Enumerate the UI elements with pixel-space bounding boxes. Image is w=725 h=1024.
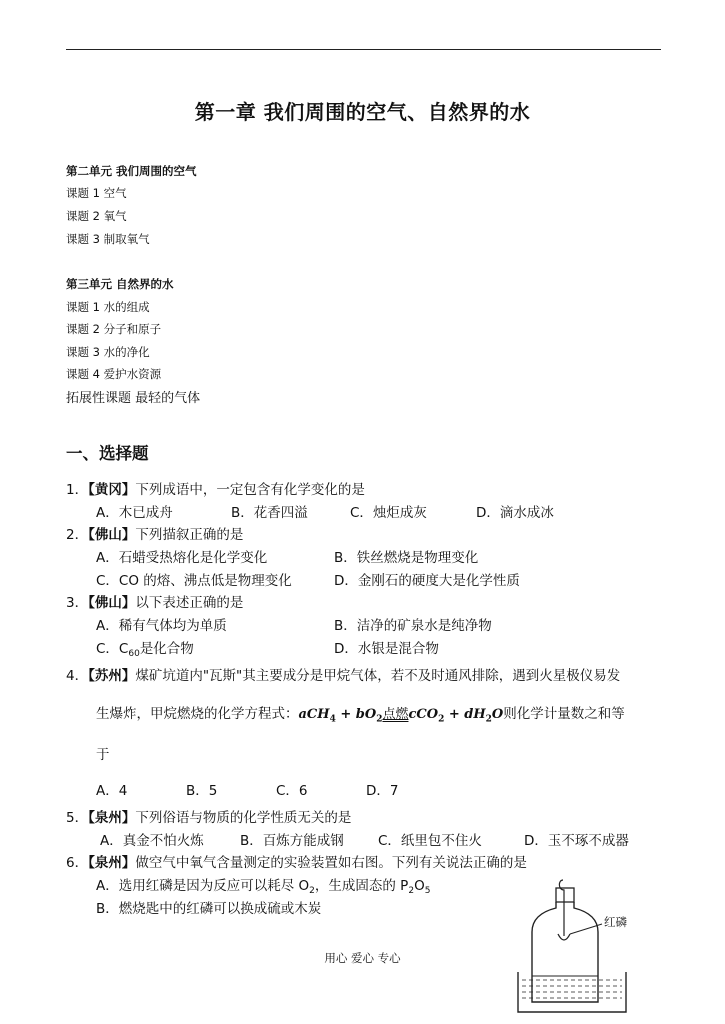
option: A．木已成舟 (96, 505, 173, 521)
option: B．铁丝燃烧是物理变化 (334, 550, 479, 566)
option: D．滴水成冰 (476, 505, 554, 521)
header-rule (66, 49, 661, 50)
option: D．水银是混合物 (334, 641, 439, 657)
lesson-item: 课题 4 爱护水资源 (66, 367, 162, 381)
option: B．百炼方能成钢 (240, 833, 344, 849)
option: C．6 (276, 783, 308, 799)
option: B．5 (186, 783, 218, 799)
chapter-title: 第一章 我们周围的空气、自然界的水 (194, 100, 531, 124)
question-5: 5．【泉州】下列俗语与物质的化学性质无关的是 (66, 810, 352, 826)
question-3: 3．【佛山】以下表述正确的是 (66, 595, 244, 611)
question-6: 6．【泉州】做空气中氧气含量测定的实验装置如右图。下列有关说法正确的是 (66, 855, 527, 871)
option: C．烛炬成灰 (350, 505, 427, 521)
question-4-line3: 于 (96, 747, 110, 763)
question-1: 1．【黄冈】下列成语中，一定包含有化学变化的是 (66, 482, 365, 498)
option: A．石蜡受热熔化是化学变化 (96, 550, 268, 566)
option: C．CO 的熔、沸点低是物理变化 (96, 573, 292, 589)
option: A．真金不怕火炼 (100, 833, 204, 849)
option: D．玉不琢不成器 (524, 833, 629, 849)
question-4: 4．【苏州】煤矿坑道内"瓦斯"其主要成分是甲烷气体，若不及时通风排除，遇到火星极仪易发 (66, 668, 621, 684)
lesson-item: 课题 3 制取氧气 (66, 232, 150, 246)
lesson-item: 课题 2 氧气 (66, 209, 127, 223)
option: A．4 (96, 783, 128, 799)
question-2: 2．【佛山】下列描叙正确的是 (66, 527, 244, 543)
figure-label-red-phosphorus: 红磷 (604, 915, 627, 929)
section-title: 一、选择题 (66, 444, 149, 463)
apparatus-figure (500, 876, 630, 1016)
extension-lesson: 拓展性课题 最轻的气体 (66, 391, 201, 406)
lesson-item: 课题 2 分子和原子 (66, 322, 162, 336)
option: A．稀有气体均为单质 (96, 618, 227, 634)
option: D．7 (366, 783, 399, 799)
lesson-item: 课题 3 水的净化 (66, 345, 150, 359)
combustion-equation: $aCH_4 + bO_2$点燃$cCO_2 + dH_2O$ (298, 707, 504, 725)
option: A．选用红磷是因为反应可以耗尽 $O_2$，生成固态的 $P_2O_5$ (96, 878, 431, 896)
lesson-item: 课题 1 空气 (66, 186, 127, 200)
option: D．金刚石的硬度大是化学性质 (334, 573, 520, 589)
page-footer: 用心 爱心 专心 (324, 951, 401, 965)
unit-heading: 第二单元 我们周围的空气 (66, 164, 197, 178)
option: B．燃烧匙中的红磷可以换成硫或木炭 (96, 901, 322, 917)
option: B．花香四溢 (231, 505, 308, 521)
unit-heading: 第三单元 自然界的水 (66, 277, 174, 291)
option: C．纸里包不住火 (378, 833, 482, 849)
lesson-item: 课题 1 水的组成 (66, 300, 150, 314)
question-4-line2: 生爆炸，甲烷燃烧的化学方程式：$aCH_4 + bO_2$点燃$cCO_2 + dH_2O$则化学计量数之和等 (96, 706, 625, 725)
option: C．$C_{60}$是化合物 (96, 641, 194, 659)
option: B．洁净的矿泉水是纯净物 (334, 618, 492, 634)
